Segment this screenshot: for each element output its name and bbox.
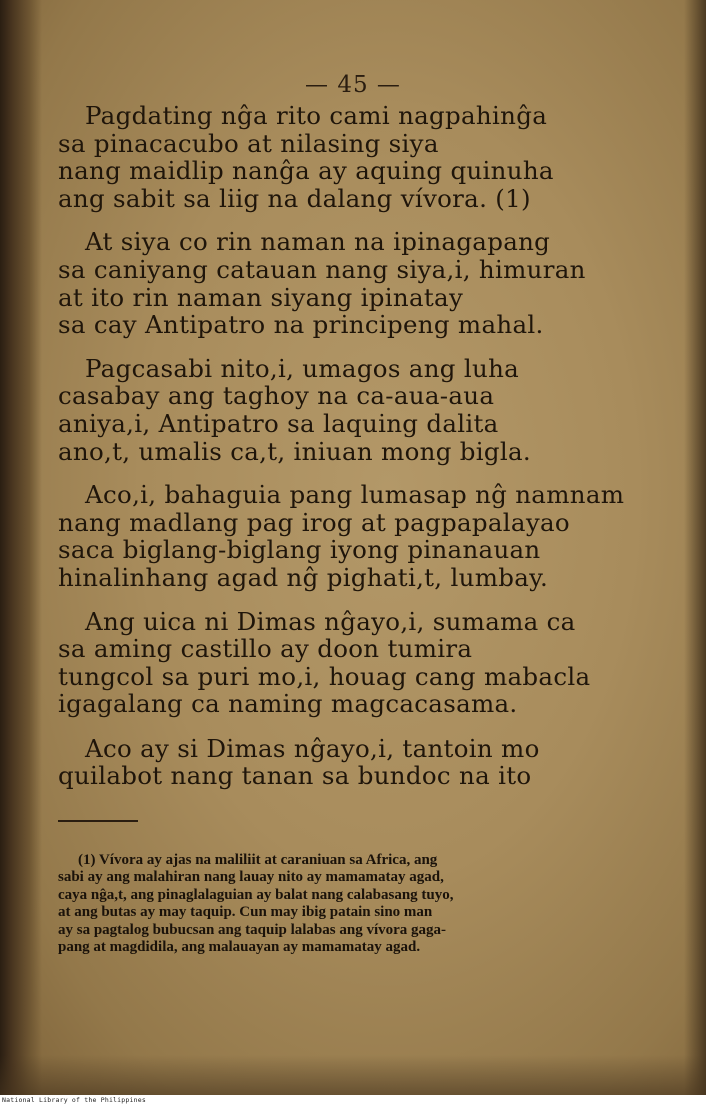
verse-line: At siya co rin naman na ipinagapang <box>85 227 551 257</box>
verse-line: hinalinhang agad nĝ pighati,t, lumbay. <box>58 562 549 592</box>
verse-line: ang sabit sa liig na dalang vívora. (1) <box>58 183 531 213</box>
library-credit: National Library of the Philippines <box>2 1096 146 1104</box>
verse-line: sa aming castillo ay doon tumira <box>58 634 473 664</box>
binding-shadow <box>0 0 42 1095</box>
bottom-edge-shadow <box>0 1055 706 1095</box>
poem-body <box>58 102 658 806</box>
footnote-divider <box>58 820 138 822</box>
verse-line: sa caniyang catauan nang siya,i, himuran <box>58 254 586 284</box>
verse-line: nang madlang pag irog at pagpapalayao <box>58 507 570 537</box>
verse-line: casabay ang taghoy na ca-aua-aua <box>58 381 495 411</box>
footnote-line: (1) Vívora ay ajas na maliliit at caraniuan sa Africa, ang <box>78 852 438 868</box>
footnote-line: ay sa pagtalog bubucsan ang taquip lalabas ang vívora gaga- <box>58 921 447 938</box>
verse-line: tungcol sa puri mo,i, houag cang mabacla <box>58 661 591 691</box>
verse-line: Aco,i, bahaguia pang lumasap nĝ namnam <box>85 480 625 510</box>
verse-line: aniya,i, Antipatro sa laquing dalita <box>58 408 499 438</box>
footnote-line: pang at magdidila, ang malauayan ay mamamatay agad. <box>58 939 421 956</box>
page-edge-shadow <box>684 0 706 1095</box>
verse-line: at ito rin naman siyang ipinatay <box>58 282 464 312</box>
verse-line: Pagcasabi nito,i, umagos ang luha <box>85 353 520 383</box>
stanza <box>58 355 658 465</box>
verse-line: nang maidlip nanĝa ay aquing quinuha <box>58 156 554 186</box>
verse-line: Pagdating nĝa rito cami nagpahinĝa <box>85 101 548 130</box>
stanza <box>58 102 658 212</box>
verse-line: Aco ay si Dimas nĝayo,i, tantoin mo <box>85 733 540 763</box>
verse-line: sa pinacacubo at nilasing siya <box>58 128 439 158</box>
verse-line: quilabot nang tanan sa bundoc na ito <box>58 761 532 791</box>
footnote <box>58 852 638 956</box>
verse-line: saca biglang-biglang iyong pinanauan <box>58 535 541 565</box>
verse-line: ano,t, umalis ca,t, iniuan mong bigla. <box>58 436 531 466</box>
stanza <box>58 735 658 790</box>
stanza <box>58 228 658 338</box>
stanza <box>58 481 658 591</box>
verse-line: igagalang ca naming magcacasama. <box>58 689 518 719</box>
footnote-line: caya nĝa,t, ang pinaglalaguian ay balat nang calabasang tuyo, <box>58 886 454 903</box>
stanza <box>58 608 658 718</box>
footnote-line: at ang butas ay may taquip. Cun may ibig patain sino man <box>58 904 433 921</box>
page-number: — 45 — <box>305 72 401 98</box>
verse-line: sa cay Antipatro na principeng mahal. <box>58 310 544 340</box>
verse-line: Ang uica ni Dimas nĝayo,i, sumama ca <box>85 606 576 636</box>
footnote-line: sabi ay ang malahiran nang lauay nito ay mamamatay agad, <box>58 869 444 886</box>
